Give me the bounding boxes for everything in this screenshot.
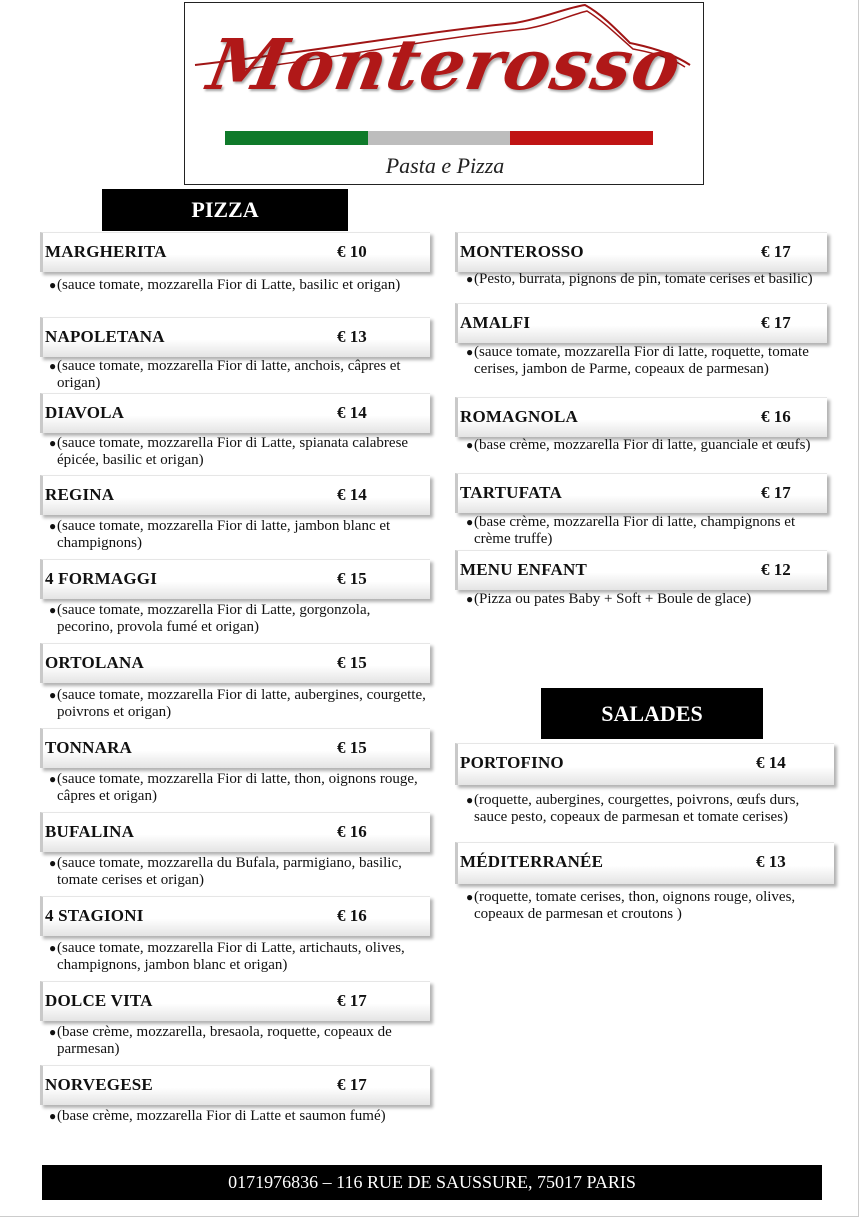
salades-section-title: SALADES <box>541 688 763 739</box>
item-name: ORTOLANA <box>45 653 144 672</box>
item-name: DOLCE VITA <box>45 991 153 1010</box>
flag-red <box>510 131 653 145</box>
item-name: 4 FORMAGGI <box>45 569 158 588</box>
menu-item-row <box>40 643 430 683</box>
item-description: ● (sauce tomate, mozzarella Fior di latte, thon, oignons rouge, câpres et origan) <box>49 771 418 804</box>
bullet-icon: ● <box>49 688 57 702</box>
bullet-icon: ● <box>466 438 474 452</box>
bullet-icon: ● <box>466 515 474 529</box>
contact-footer: 0171976836 – 116 RUE DE SAUSSURE, 75017 PARIS <box>42 1165 822 1200</box>
bullet-icon: ● <box>466 272 474 286</box>
menu-item-row <box>455 232 827 272</box>
item-price: € 17 <box>337 1075 367 1094</box>
item-description: ● (sauce tomate, mozzarella Fior di latte, jambon blanc et champignons) <box>49 518 391 551</box>
item-name: MENU ENFANT <box>460 560 588 579</box>
item-name: 4 STAGIONI <box>45 906 144 925</box>
item-price: € 15 <box>337 569 367 588</box>
item-price: € 13 <box>756 852 786 871</box>
item-name: MARGHERITA <box>45 242 167 261</box>
menu-item-row <box>40 475 430 515</box>
menu-item-row <box>40 896 430 936</box>
item-price: € 17 <box>337 991 367 1010</box>
bullet-icon: ● <box>49 519 57 533</box>
menu-item-row <box>40 1065 430 1105</box>
tagline: Pasta e Pizza <box>385 153 505 178</box>
item-name: DIAVOLA <box>45 403 125 422</box>
item-price: € 17 <box>761 483 791 502</box>
bullet-icon: ● <box>49 436 57 450</box>
menu-item-row <box>455 473 827 513</box>
item-description: ● (base crème, mozzarella Fior di Latte et saumon fumé) <box>49 1108 386 1124</box>
item-description: ● (base crème, mozzarella Fior di latte, guanciale et œufs) <box>466 437 811 453</box>
item-description: ● (sauce tomate, mozzarella Fior di latte, anchois, câpres et origan) <box>49 358 401 391</box>
item-description: ● (roquette, aubergines, courgettes, poivrons, œufs durs, sauce pesto, copeaux de parmesan et tomate cerises) <box>466 792 800 825</box>
item-price: € 12 <box>761 560 791 579</box>
item-description: ● (base crème, mozzarella, bresaola, roquette, copeaux de parmesan) <box>49 1024 392 1057</box>
item-price: € 16 <box>761 407 791 426</box>
bullet-icon: ● <box>49 1109 57 1123</box>
item-description: ● (sauce tomate, mozzarella Fior di Latte, artichauts, olives, champignons, jambon blanc et origan) <box>49 940 405 973</box>
menu-item-row <box>455 397 827 437</box>
bullet-icon: ● <box>49 359 57 373</box>
menu-item-row <box>40 812 430 852</box>
item-price: € 14 <box>756 753 786 772</box>
brand-name: Monterosso <box>202 23 688 106</box>
item-price: € 13 <box>337 327 367 346</box>
bullet-icon: ● <box>49 856 57 870</box>
menu-item-row <box>455 303 827 343</box>
item-description: ● (base crème, mozzarella Fior di latte, champignons et crème truffe) <box>466 514 796 547</box>
item-price: € 14 <box>337 485 367 504</box>
menu-item-row <box>40 317 430 357</box>
item-name: PORTOFINO <box>460 753 564 772</box>
bullet-icon: ● <box>49 603 57 617</box>
item-description: ● (sauce tomate, mozzarella du Bufala, parmigiano, basilic, tomate cerises et origan) <box>49 855 402 888</box>
item-description: ● (sauce tomate, mozzarella Fior di Latte, basilic et origan) <box>49 277 401 293</box>
bullet-icon: ● <box>466 890 474 904</box>
item-name: MONTEROSSO <box>460 242 584 261</box>
bullet-icon: ● <box>466 592 474 606</box>
menu-item-row <box>40 559 430 599</box>
pizza-section-title: PIZZA <box>102 189 348 231</box>
logo <box>184 2 704 185</box>
menu-item-row <box>40 232 430 272</box>
menu-item-row <box>455 550 827 590</box>
item-description: ● (roquette, tomate cerises, thon, oignons rouge, olives, copeaux de parmesan et croutons ) <box>466 889 796 922</box>
item-name: BUFALINA <box>45 822 135 841</box>
menu-item-row <box>40 981 430 1021</box>
menu-item-row <box>40 728 430 768</box>
bullet-icon: ● <box>466 345 474 359</box>
item-description: ● (sauce tomate, mozzarella Fior di latte, aubergines, courgette, poivrons et origan) <box>49 687 426 720</box>
item-description: ● (Pizza ou pates Baby + Soft + Boule de glace) <box>466 591 752 607</box>
item-name: TARTUFATA <box>460 483 562 502</box>
flag-white <box>368 131 511 145</box>
bullet-icon: ● <box>49 1025 57 1039</box>
bullet-icon: ● <box>49 278 57 292</box>
item-price: € 15 <box>337 653 367 672</box>
item-price: € 15 <box>337 738 367 757</box>
item-name: REGINA <box>45 485 115 504</box>
menu-item-row <box>455 842 834 884</box>
item-name: NORVEGESE <box>45 1075 153 1094</box>
bullet-icon: ● <box>466 793 474 807</box>
italian-flag-stripe <box>225 131 653 145</box>
item-name: TONNARA <box>45 738 133 757</box>
item-price: € 17 <box>761 313 791 332</box>
item-name: ROMAGNOLA <box>460 407 578 426</box>
item-name: MÉDITERRANÉE <box>460 852 604 871</box>
menu-item-row <box>455 743 834 785</box>
item-price: € 17 <box>761 242 791 261</box>
bullet-icon: ● <box>49 772 57 786</box>
item-price: € 14 <box>337 403 367 422</box>
bullet-icon: ● <box>49 941 57 955</box>
item-price: € 10 <box>337 242 367 261</box>
item-name: AMALFI <box>460 313 531 332</box>
item-name: NAPOLETANA <box>45 327 165 346</box>
item-description: ● (Pesto, burrata, pignons de pin, tomate cerises et basilic) <box>466 271 813 287</box>
item-price: € 16 <box>337 906 367 925</box>
menu-item-row <box>40 393 430 433</box>
item-price: € 16 <box>337 822 367 841</box>
flag-green <box>225 131 368 145</box>
item-description: ● (sauce tomate, mozzarella Fior di Latte, gorgonzola, pecorino, provola fumé et origan) <box>49 602 371 635</box>
item-description: ● (sauce tomate, mozzarella Fior di latte, roquette, tomate cerises, jambon de Parme, copeaux de parmesan) <box>466 344 809 377</box>
item-description: ● (sauce tomate, mozzarella Fior di Latte, spianata calabrese épicée, basilic et origan) <box>49 435 409 468</box>
